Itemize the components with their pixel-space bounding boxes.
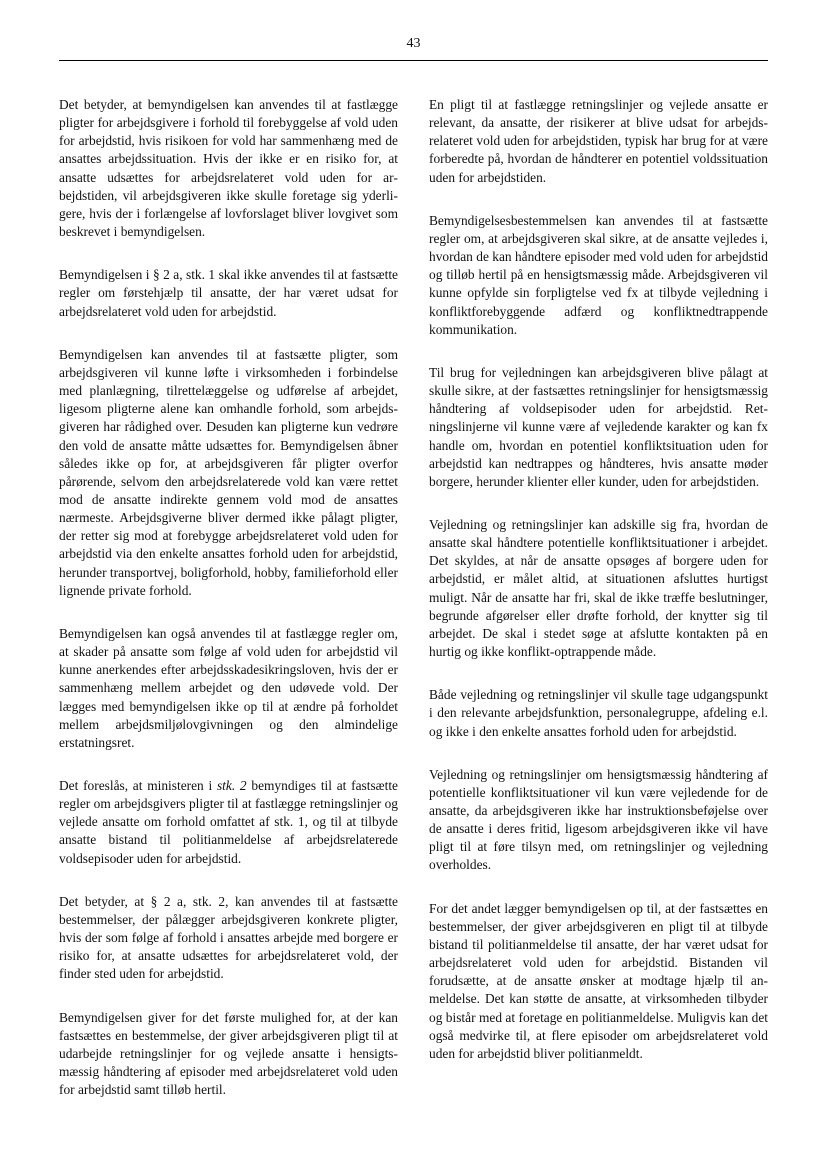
paragraph: Vejledning og retningslinjer om hensigtsmæssig håndtering af potentielle konfliktsituationer vil kun være vejledende for de ansatte, da arbejdsgiveren ikke har instruktionsbeføjelse over de ansatte i deres fritid, ligesom arbejdsgiveren ikke vil have pligt til at føre tilsyn med, om retningslinjer og vejledning overholdes. (429, 766, 768, 873)
paragraph: Vejledning og retningslinjer kan adskille sig fra, hvordan de ansatte skal håndtere potentielle konfliktsituationer i arbejdet. Det skyldes, at når de ansatte opsøges af borgere uden for arbejdstid, er målet altid, at situationen afsluttes hurtigst muligt. Når de ansatte har fri, skal de ikke træffe beslutninger, begrunde afgørelser eller drøfte forhold, der knytter sig til arbejdet. De skal i stedet søge at afslutte kontakten på en hurtig og ikke konflikt-optrappende måde. (429, 516, 768, 660)
paragraph: Bemyndigelsen giver for det første mulighed for, at der kan fastsættes en bestemmelse, der giver arbejdsgiveren pligt til at udarbejde retningslinjer for og vejlede ansatte i hensigtsmæssig håndtering af episoder med arbejdsrelateret vold uden for arbejdstid samt tilløb hertil. (59, 1009, 398, 1098)
text-run: bemyndiges til at fastsætte regler om arbejdsgivers pligter til at fastlægge retningslinjer og vejlede ansatte om forhold omfattet af stk. 1, og til at tilbyde ansatte bistand til politianmeldelse af arbejdsrelaterede voldsepisoder uden for arbejdstid. (59, 778, 398, 866)
paragraph: Bemyndigelsen i § 2 a, stk. 1 skal ikke anvendes til at fastsætte regler om førstehjælp til ansatte, der har været udsat for arbejdsrelateret vold uden for arbejdstid. (59, 267, 398, 319)
paragraph: For det andet lægger bemyndigelsen op til, at der fastsættes en bestemmelser, der giver arbejdsgiveren en pligt til at tilbyde bistand til politianmeldelse til ansatte, der har været udsat for arbejdsrelateret vold uden for arbejdstid. Bistanden vil forudsætte, at de ansatte ønsker at modtage hjælp til anmeldelse. Det kan støtte de ansatte, at virksomheden tilbyder og bistår med at foretage en politianmeldelse. Muligvis kan det også medvirke til, at flere episoder om arbejdsrelateret vold uden for arbejdstid bliver politianmeldt. (429, 900, 768, 1061)
paragraph: Til brug for vejledningen kan arbejdsgiveren blive pålagt at skulle sikre, at der fastsættes retningslinjer for hensigtsmæssig håndtering af voldsepisoder uden for arbejdstid. Retningslinjerne vil kunne være af vejledende karakter og kan fx handle om, hvordan en potentiel konfliktsituation uden for arbejdstid kan nedtrappes og håndteres, hvis ansatte møder borgere, herunder klienter eller kunder, uden for arbejdstiden. (429, 364, 768, 489)
header-rule (59, 60, 768, 61)
paragraph: Det betyder, at bemyndigelsen kan anvendes til at fastlægge pligter for arbejdsgivere i forhold til forebyggelse af vold uden for arbejdstid, hvis risikoen for vold har sammenhæng med de ansattes arbejdssituation. Hvis der ikke er en risiko for, at ansatte udsættes for arbejdsrelateret vold uden for arbejdstiden, vil arbejdsgiveren ikke skulle foretage sig yderligere, hvis der i forlængelse af lovforslaget bliver lovgivet som beskrevet i bemyndigelsen. (59, 97, 398, 240)
paragraph: En pligt til at fastlægge retningslinjer og vejlede ansatte er relevant, da ansatte, der risikerer at blive udsat for arbejdsrelateret vold uden for arbejdstiden, typisk har brug for at være forberedte på, hvordan de håndterer en potentiel voldssituation uden for arbejdstiden. (429, 97, 768, 185)
emphasized-reference: stk. 2 (216, 778, 247, 793)
paragraph (59, 777, 398, 868)
paragraph: Både vejledning og retningslinjer vil skulle tage udgangspunkt i den relevante arbejdsfunktion, personalegruppe, afdeling e.l. og ikke i den enkelte ansattes forhold uden for arbejdstid. (429, 687, 768, 739)
left-column (59, 96, 398, 1124)
paragraph: Bemyndigelsesbestemmelsen kan anvendes til at fastsætte regler om, at arbejdsgiveren skal sikre, at de ansatte vejledes i, hvordan de kan håndtere episoder med vold uden for arbejdstid og tilløb hertil på en hensigtsmæssig måde. Arbejdsgiveren vil kunne opfylde sin forpligtelse ved fx at tilbyde vejledning i konfliktforebyggende adfærd og konfliktnedtrappende kommunikation. (429, 212, 768, 337)
page-number: 43 (406, 36, 421, 51)
text-run: Det foreslås, at ministeren i (59, 778, 217, 793)
right-column (429, 96, 768, 1088)
paragraph: Bemyndigelsen kan også anvendes til at fastlægge regler om, at skader på ansatte som følge af vold uden for arbejdstid vil kunne anerkendes efter arbejdsskadesikringsloven, hvis der er sammenhæng mellem arbejdet og den udøvede vold. Der lægges med bemyndigelsen ikke op til at ændre på forholdet mellem arbejdsmiljølovgivningen og den almindelige erstatningsret. (59, 625, 398, 750)
paragraph: Bemyndigelsen kan anvendes til at fastsætte pligter, som arbejdsgiveren vil kunne løfte i virksomheden i forbindelse med planlægning, tilrettelæggelse og udførelse af arbejdet, ligesom pligterne alene kan omhandle forhold, som arbejdsgiveren har rådighed over. Desuden kan pligterne kun vedrøre den vold de ansatte måtte udsættes for. Bemyndigelsen åbner således ikke op for, at arbejdsgiveren får pligter overfor pårørende, selvom den arbejdsrelaterede vold kan være rettet mod de ansatte indirekte gennem vold mod de ansattes nærmeste. Arbejdsgiverne bliver dermed ikke pålagt pligter, der retter sig mod at forebygge arbejdsrelateret vold uden for arbejdstid via den enkelte ansattes forhold uden for arbejdstid, herunder transportvej, boligforhold, hobby, familieforhold eller lignende private forhold. (59, 346, 399, 598)
paragraph: Det betyder, at § 2 a, stk. 2, kan anvendes til at fastsætte bestemmelser, der pålægger arbejdsgiveren konkrete pligter, hvis der som følge af forhold i ansattes arbejde med borgere er risiko for, at ansatte udsættes for arbejdsrelateret vold, der finder sted uden for arbejdstid. (59, 893, 398, 982)
